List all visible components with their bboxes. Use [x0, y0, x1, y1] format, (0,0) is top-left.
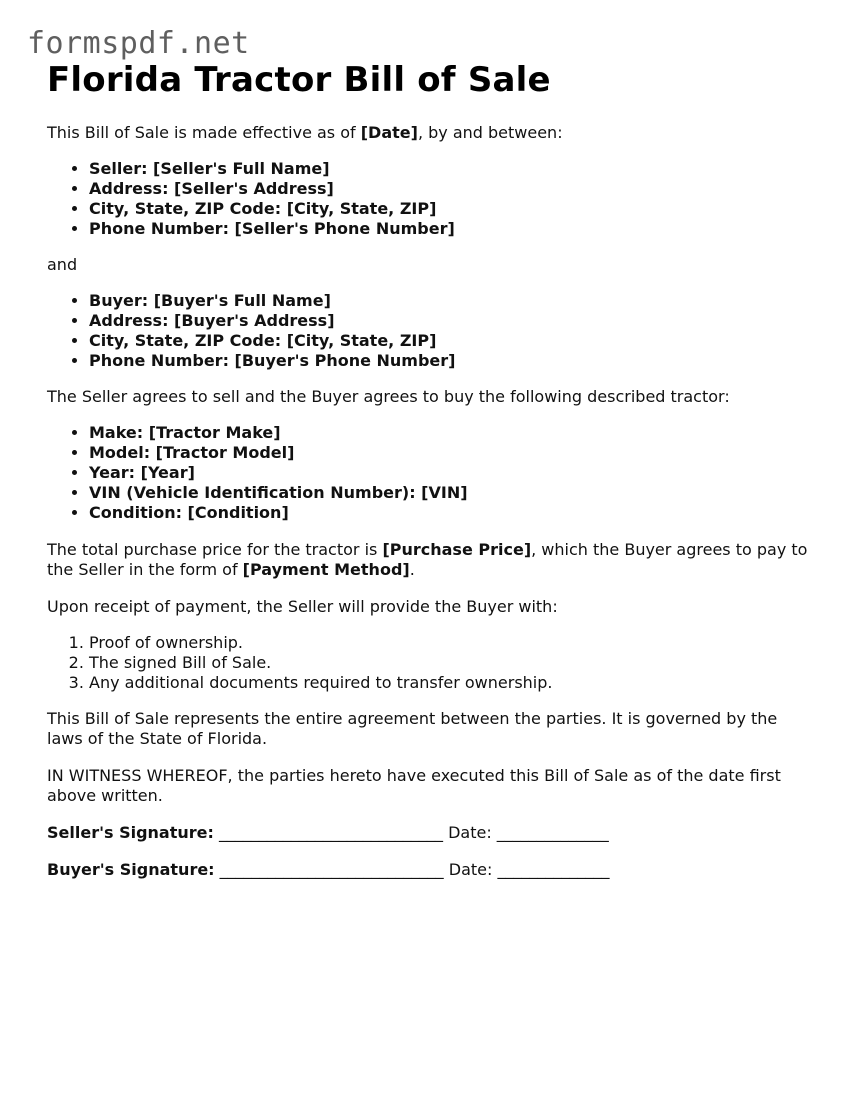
intro-paragraph	[47, 123, 817, 143]
buyer-phone-item: • Phone Number: [Buyer's Phone Number]	[89, 351, 817, 371]
price-paragraph	[47, 540, 817, 580]
buyer-signature-line	[47, 860, 817, 880]
tractor-make-item: • Make: [Tractor Make]	[89, 423, 817, 443]
receipt-paragraph: Upon receipt of payment, the Seller will provide the Buyer with:	[47, 597, 558, 616]
tractor-vin-item: • VIN (Vehicle Identification Number): [VIN]	[89, 483, 817, 503]
document-page	[47, 58, 817, 880]
purchase-price-placeholder: [Purchase Price]	[382, 540, 532, 559]
price-text-middle: , which the Buyer agrees to pay to the Seller in the form of	[47, 540, 808, 579]
witness-paragraph: IN WITNESS WHEREOF, the parties hereto have executed this Bill of Sale as of the date first above written.	[47, 766, 781, 805]
entire-agreement-paragraph: This Bill of Sale represents the entire agreement between the parties. It is governed by the laws of the State of Florida.	[47, 709, 778, 748]
receipt-items-list	[47, 633, 817, 693]
seller-signature-line	[47, 823, 817, 843]
and-text: and	[47, 255, 78, 274]
buyer-city-item: • City, State, ZIP Code: [City, State, ZIP]	[89, 331, 817, 351]
seller-address-item: • Address: [Seller's Address]	[89, 179, 817, 199]
receipt-item-ownership: 1. Proof of ownership.	[89, 633, 817, 653]
receipt-item-bill: 2. The signed Bill of Sale.	[89, 653, 817, 673]
price-text-end: .	[409, 560, 415, 579]
watermark-logo: formspdf.net	[27, 26, 250, 61]
document-title: Florida Tractor Bill of Sale	[47, 60, 551, 100]
seller-city-item: • City, State, ZIP Code: [City, State, ZIP]	[89, 199, 817, 219]
seller-phone-item: • Phone Number: [Seller's Phone Number]	[89, 219, 817, 239]
buyer-signature-label: Buyer's Signature:	[47, 860, 215, 879]
seller-signature-field: ____________________________ Date: ______________	[213, 823, 609, 842]
receipt-item-documents: 3. Any additional documents required to transfer ownership.	[89, 673, 817, 693]
price-text: The total purchase price for the tractor is	[47, 540, 383, 559]
seller-name-item: • Seller: [Seller's Full Name]	[89, 159, 817, 179]
tractor-condition-item: • Condition: [Condition]	[89, 503, 817, 523]
buyer-name-item: • Buyer: [Buyer's Full Name]	[89, 291, 817, 311]
seller-info-list	[47, 159, 817, 239]
date-placeholder: [Date]	[360, 123, 418, 142]
payment-method-placeholder: [Payment Method]	[242, 560, 410, 579]
intro-text-end: , by and between:	[417, 123, 563, 142]
agreement-paragraph: The Seller agrees to sell and the Buyer agrees to buy the following described tractor:	[47, 387, 730, 406]
buyer-info-list	[47, 291, 817, 371]
buyer-address-item: • Address: [Buyer's Address]	[89, 311, 817, 331]
tractor-info-list	[47, 423, 817, 523]
seller-signature-label: Seller's Signature:	[47, 823, 214, 842]
tractor-year-item: • Year: [Year]	[89, 463, 817, 483]
intro-text: This Bill of Sale is made effective as of	[47, 123, 361, 142]
tractor-model-item: • Model: [Tractor Model]	[89, 443, 817, 463]
buyer-signature-field: ____________________________ Date: ______________	[214, 860, 610, 879]
